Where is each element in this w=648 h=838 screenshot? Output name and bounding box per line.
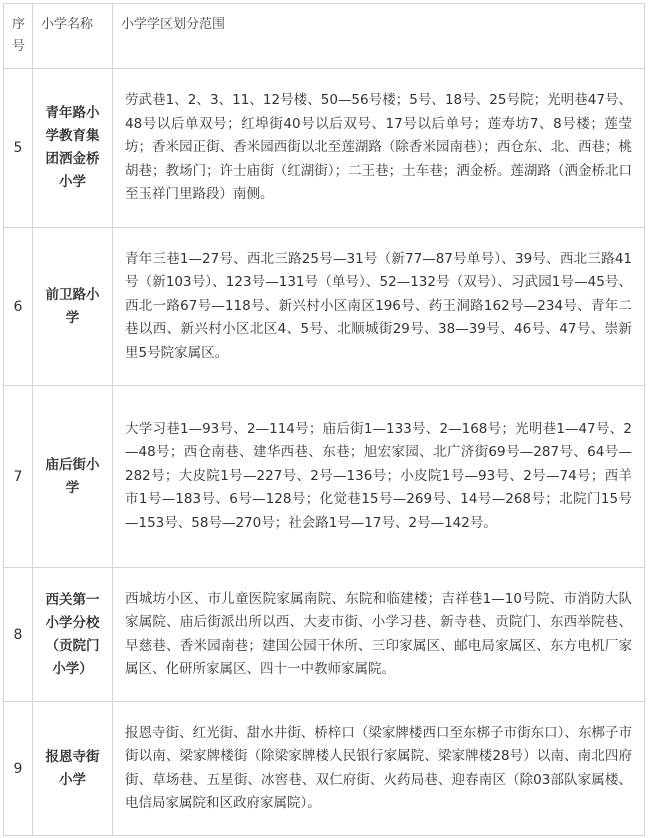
table-row xyxy=(4,386,645,568)
row-school-name: 报恩寺街小学 xyxy=(33,702,113,836)
row-no: 7 xyxy=(4,386,33,568)
row-district-range: 劳武巷1、2、3、11、12号楼、50—56号楼；5号、18号、25号院；光明巷47号、48号以后单双号；红埠街40号以后双号、17号以后单号；莲寿坊7、8号楼；莲莹坊；香米园正街、香米园西街以北至莲湖路（除香米园南巷）；西仓东、北、西巷；桃胡巷；教场门；许士庙街（红湖街）；二王巷；土车巷；洒金桥。莲湖路（洒金桥北口至玉祥门里路段）南侧。 xyxy=(113,69,645,228)
row-school-name: 青年路小学教育集团洒金桥小学 xyxy=(33,69,113,228)
row-school-name: 西关第一小学分校（贡院门小学） xyxy=(33,568,113,702)
table-row xyxy=(4,702,645,836)
table-row xyxy=(4,568,645,702)
row-district-range: 青年三巷1—27号、西北三路25号—31号（新77—87号单号）、39号、西北三路41号（新103号）、123号—131号（单号）、52—132号（双号）、习武园1号—45号、西北一路67号—118号、新兴村小区南区196号、药王洞路162号—234号、青年二巷以西、新兴村小区北区4、5号、北顺城街29号、38—39号、46号、47号、崇新里5号院家属区。 xyxy=(113,228,645,386)
row-school-name: 前卫路小学 xyxy=(33,228,113,386)
row-no: 5 xyxy=(4,69,33,228)
header-no: 序号 xyxy=(4,4,33,69)
row-district-range: 报恩寺街、红光街、甜水井街、桥梓口（梁家牌楼西口至东梆子市街东口）、东梆子市街以南、梁家牌楼街（除梁家牌楼人民银行家属院、梁家牌楼28号）以南、南北四府街、草场巷、五星街、冰窖巷、双仁府街、火药局巷、迎春南区（除03部队家属楼、电信局家属院和区政府家属院）。 xyxy=(113,702,645,836)
header-name: 小学名称 xyxy=(33,4,113,69)
row-school-name: 庙后街小学 xyxy=(33,386,113,568)
table-row xyxy=(4,228,645,386)
row-district-range: 西城坊小区、市儿童医院家属南院、东院和临建楼；吉祥巷1—10号院、市消防大队家属院、庙后街派出所以西、大麦市街、小学习巷、新寺巷、贡院门、东西举院巷、早慈巷、香米园南巷；建国公园干休所、三印家属区、邮电局家属区、东方电机厂家属区、化研所家属区、四十一中教师家属院。 xyxy=(113,568,645,702)
school-district-table xyxy=(3,3,645,836)
row-district-range: 大学习巷1—93号、2—114号；庙后街1—133号、2—168号；光明巷1—47号、2—48号；西仓南巷、建华西巷、东巷；旭宏家园、北广济街69号—287号、64号—282号；大皮院1号—227号、2号—136号；小皮院1号—93号、2号—74号；西羊市1号—183号、6号—128号；化觉巷15号—269号、14号—268号；北院门15号—153号、58号—270号；社会路1号—17号、2号—142号。 xyxy=(113,386,645,568)
row-no: 8 xyxy=(4,568,33,702)
header-range: 小学学区划分范围 xyxy=(113,4,645,69)
table-header-row xyxy=(4,4,645,69)
row-no: 9 xyxy=(4,702,33,836)
row-no: 6 xyxy=(4,228,33,386)
table-row xyxy=(4,69,645,228)
